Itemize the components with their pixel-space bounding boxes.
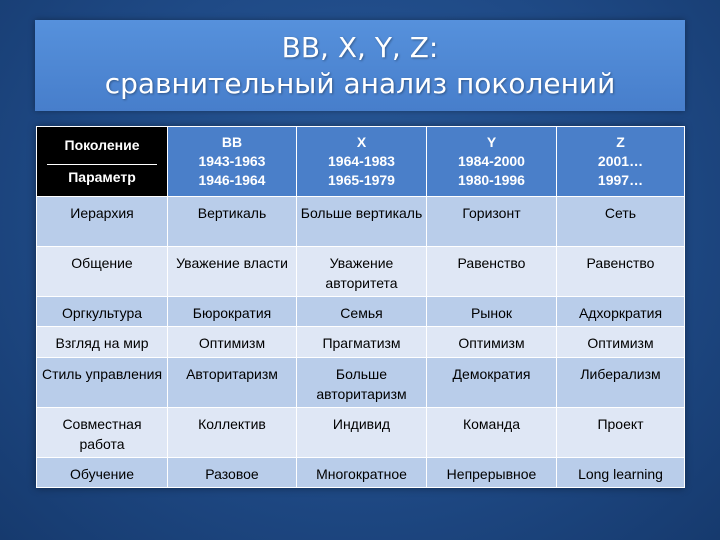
header-range-1: 1984-2000 xyxy=(458,153,525,169)
header-range-1: 2001… xyxy=(597,153,644,169)
table-cell: Горизонт xyxy=(427,197,557,247)
table-cell: Оптимизм xyxy=(427,327,557,357)
table-cell: Прагматизм xyxy=(297,327,427,357)
title-line-2: сравнительный анализ поколений xyxy=(104,67,616,100)
header-name: Z xyxy=(616,134,625,150)
header-range-1: 1964-1983 xyxy=(328,153,395,169)
table-cell: Адхоркратия xyxy=(557,297,685,327)
row-param: Иерархия xyxy=(37,197,168,247)
row-param: Оргкультура xyxy=(37,297,168,327)
table-cell: Авторитаризм xyxy=(168,357,297,407)
row-param: Стиль управления xyxy=(37,357,168,407)
table-cell: Семья xyxy=(297,297,427,327)
table-cell: Непрерывное xyxy=(427,457,557,487)
header-y xyxy=(427,127,557,197)
table-cell: Больше авторитаризм xyxy=(297,357,427,407)
table-cell: Оптимизм xyxy=(557,327,685,357)
table-cell: Проект xyxy=(557,407,685,457)
header-z xyxy=(557,127,685,197)
table-row xyxy=(37,327,685,357)
table-row xyxy=(37,357,685,407)
table-cell: Оптимизм xyxy=(168,327,297,357)
table-row xyxy=(37,197,685,247)
header-name: X xyxy=(356,134,367,150)
table-cell: Многократное xyxy=(297,457,427,487)
table-row xyxy=(37,457,685,487)
corner-header xyxy=(37,127,168,197)
header-bb xyxy=(168,127,297,197)
table-row xyxy=(37,297,685,327)
generations-table xyxy=(36,126,684,488)
table-cell: Уважение авторитета xyxy=(297,247,427,297)
header-name: BB xyxy=(221,134,243,150)
corner-divider xyxy=(47,155,157,165)
title-line-1: BB, X, Y, Z: xyxy=(281,31,439,64)
header-range-2: 1997… xyxy=(597,172,644,188)
table-cell: Равенство xyxy=(427,247,557,297)
table-cell: Индивид xyxy=(297,407,427,457)
table-cell: Бюрократия xyxy=(168,297,297,327)
table-cell: Рынок xyxy=(427,297,557,327)
header-range-2: 1946-1964 xyxy=(198,172,266,188)
header-range-2: 1980-1996 xyxy=(458,172,525,188)
row-param: Общение xyxy=(37,247,168,297)
header-name: Y xyxy=(486,134,497,150)
table-row xyxy=(37,407,685,457)
table-cell: Разовое xyxy=(168,457,297,487)
table-row xyxy=(37,247,685,297)
header-x xyxy=(297,127,427,197)
table-cell: Либерализм xyxy=(557,357,685,407)
header-range-2: 1965-1979 xyxy=(328,172,395,188)
row-param: Взгляд на мир xyxy=(37,327,168,357)
row-param: Совместная работа xyxy=(37,407,168,457)
table-cell: Коллектив xyxy=(168,407,297,457)
table-cell: Сеть xyxy=(557,197,685,247)
header-range-1: 1943-1963 xyxy=(198,153,266,169)
table-cell: Команда xyxy=(427,407,557,457)
row-param: Обучение xyxy=(37,457,168,487)
slide-title xyxy=(35,20,685,111)
table-cell: Вертикаль xyxy=(168,197,297,247)
table-cell: Больше вертикаль xyxy=(297,197,427,247)
table-cell: Long learning xyxy=(557,457,685,487)
corner-bottom-label: Параметр xyxy=(68,169,136,185)
corner-top-label: Поколение xyxy=(64,137,140,153)
table-cell: Равенство xyxy=(557,247,685,297)
header-row xyxy=(37,127,685,197)
table-cell: Демократия xyxy=(427,357,557,407)
table-cell: Уважение власти xyxy=(168,247,297,297)
